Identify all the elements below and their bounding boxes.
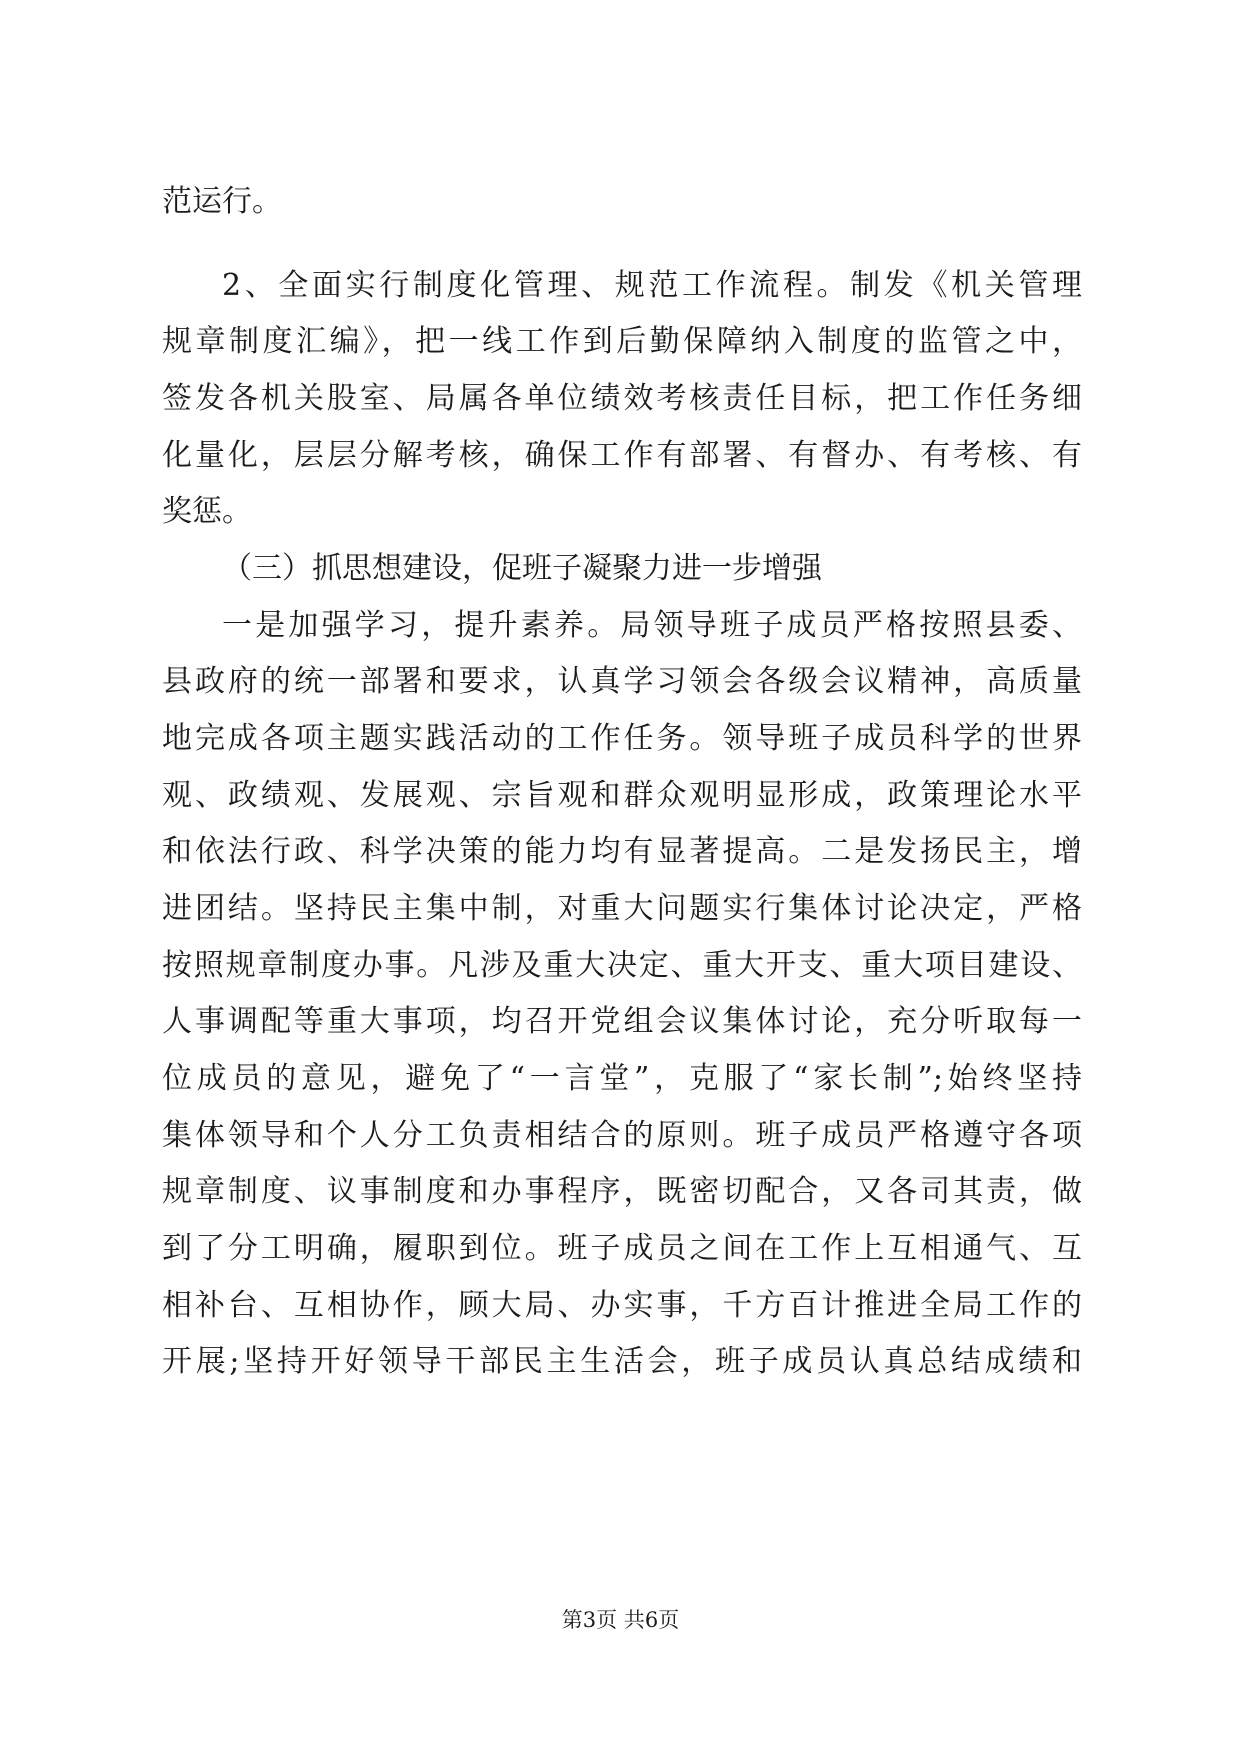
body-line: 相补台、互相协作，顾大局、办实事，千方百计推进全局工作的 bbox=[162, 1288, 1082, 1323]
section-heading: （三）抓思想建设，促班子凝聚力进一步增强 bbox=[222, 551, 822, 586]
body-line: 化量化，层层分解考核，确保工作有部署、有督办、有考核、有 bbox=[162, 438, 1082, 473]
body-line: 县政府的统一部署和要求，认真学习领会各级会议精神，高质量 bbox=[162, 664, 1082, 699]
body-line: 2、全面实行制度化管理、规范工作流程。制发《机关管理 bbox=[222, 268, 1082, 303]
body-line: 规章制度汇编》，把一线工作到后勤保障纳入制度的监管之中， bbox=[162, 324, 1082, 359]
body-line: 进团结。坚持民主集中制，对重大问题实行集体讨论决定，严格 bbox=[162, 891, 1082, 926]
body-line: 签发各机关股室、局属各单位绩效考核责任目标，把工作任务细 bbox=[162, 381, 1082, 416]
body-line: 到了分工明确，履职到位。班子成员之间在工作上互相通气、互 bbox=[162, 1231, 1082, 1266]
body-line: 位成员的意见，避免了“一言堂”，克服了“家长制”;始终坚持 bbox=[162, 1061, 1082, 1096]
body-line: 奖惩。 bbox=[162, 494, 252, 529]
body-line: 地完成各项主题实践活动的工作任务。领导班子成员科学的世界 bbox=[162, 721, 1082, 756]
body-line: 一是加强学习，提升素养。局领导班子成员严格按照县委、 bbox=[222, 608, 1082, 643]
page-number-footer: 第3页 共6页 bbox=[561, 1608, 680, 1632]
body-line: 范运行。 bbox=[162, 184, 282, 219]
body-line: 人事调配等重大事项，均召开党组会议集体讨论，充分听取每一 bbox=[162, 1004, 1082, 1039]
body-line: 观、政绩观、发展观、宗旨观和群众观明显形成，政策理论水平 bbox=[162, 778, 1082, 813]
body-line: 集体领导和个人分工负责相结合的原则。班子成员严格遵守各项 bbox=[162, 1118, 1082, 1153]
body-line: 按照规章制度办事。凡涉及重大决定、重大开支、重大项目建设、 bbox=[162, 948, 1082, 983]
body-line: 规章制度、议事制度和办事程序，既密切配合，又各司其责，做 bbox=[162, 1174, 1082, 1209]
body-line: 和依法行政、科学决策的能力均有显著提高。二是发扬民主，增 bbox=[162, 834, 1082, 869]
body-line: 开展;坚持开好领导干部民主生活会，班子成员认真总结成绩和 bbox=[162, 1344, 1082, 1379]
